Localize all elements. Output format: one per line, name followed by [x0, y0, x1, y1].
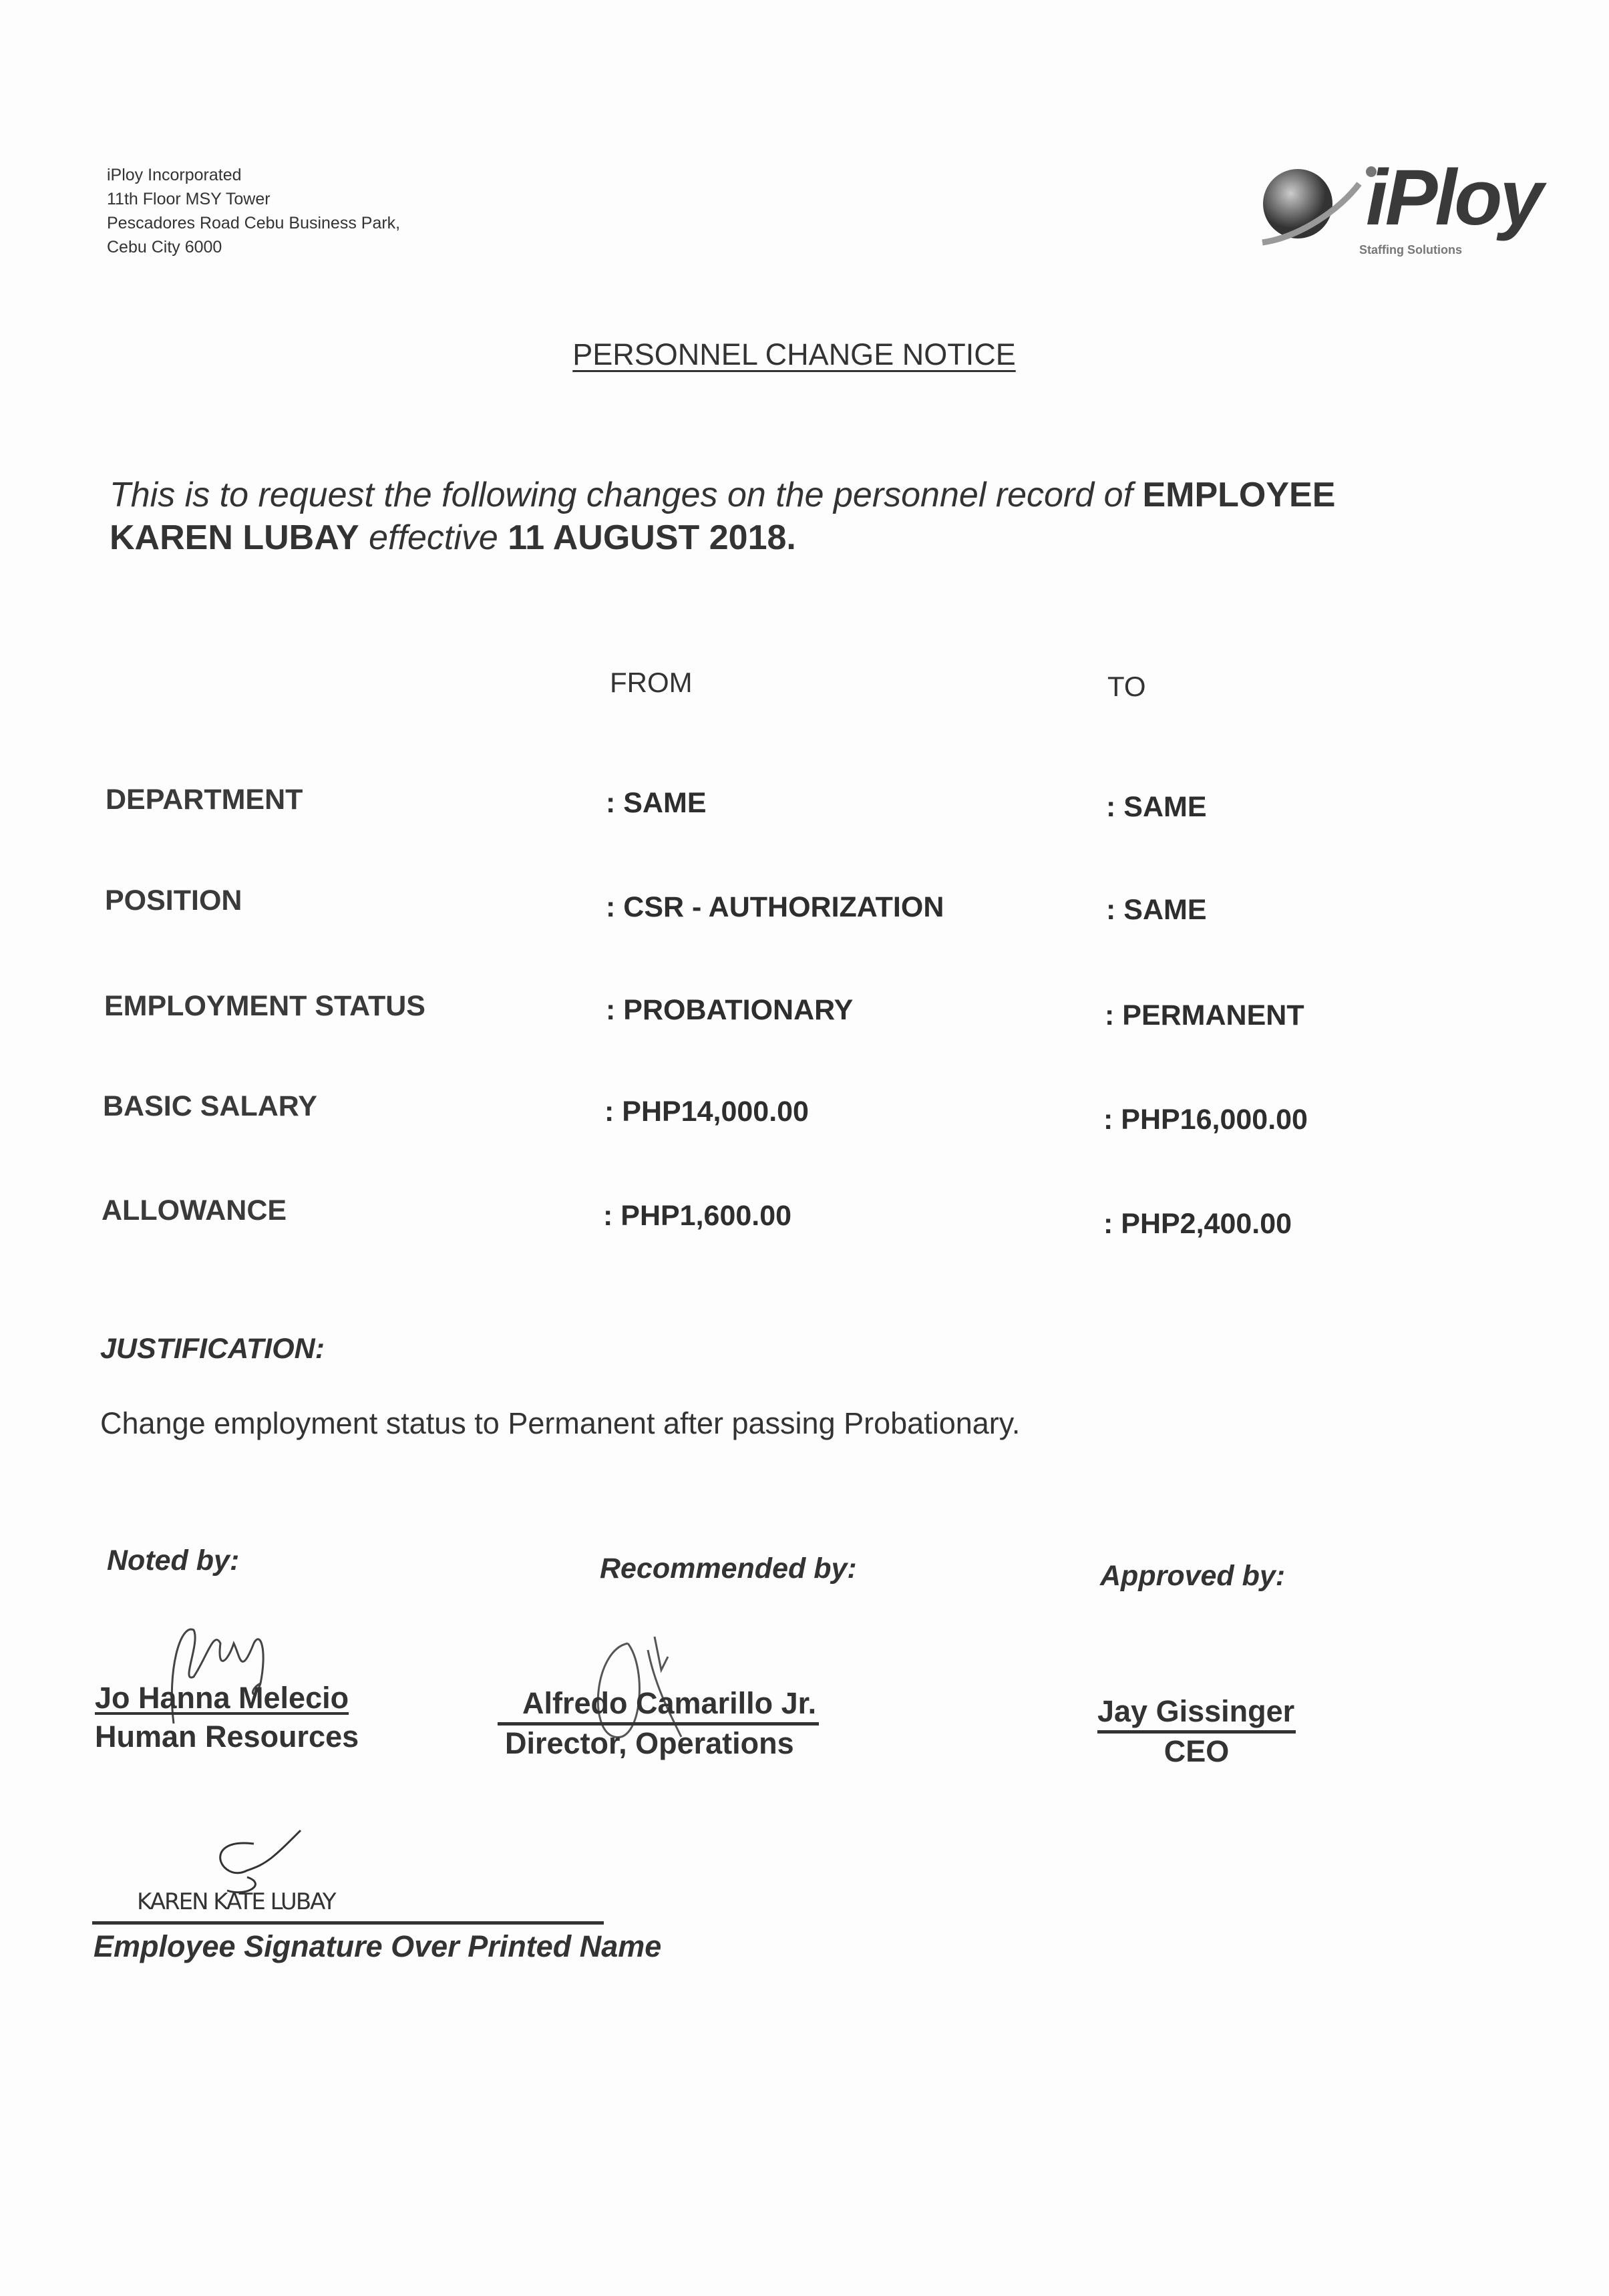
signature-employee [134, 1817, 414, 1917]
address-line: Pescadores Road Cebu Business Park, [107, 214, 401, 232]
address-line: 11th Floor MSY Tower [107, 190, 271, 208]
row-label-employment-status: EMPLOYMENT STATUS [104, 990, 425, 1022]
row-from-allowance: : PHP1,600.00 [603, 1200, 792, 1232]
row-to-employment-status: : PERMANENT [1105, 999, 1304, 1031]
approved-by-role: CEO [1164, 1734, 1230, 1768]
row-to-position: : SAME [1106, 894, 1207, 926]
from-header: FROM [610, 667, 693, 698]
intro-line-2 [110, 518, 796, 557]
row-from-position: : CSR - AUTHORIZATION [606, 891, 944, 923]
noted-by-role: Human Resources [95, 1719, 359, 1754]
company-logo [1259, 154, 1541, 264]
row-to-allowance: : PHP2,400.00 [1103, 1208, 1292, 1240]
row-from-employment-status: : PROBATIONARY [606, 994, 854, 1026]
justification-text: Change employment status to Permanent after passing Probationary. [100, 1406, 1021, 1440]
employee-name: KAREN LUBAY [110, 518, 359, 557]
employee-signature-caption: Employee Signature Over Printed Name [94, 1929, 662, 1963]
logo-text: iPloy [1366, 154, 1541, 242]
logo-tagline: Staffing Solutions [1359, 243, 1462, 257]
employee-word: EMPLOYEE [1142, 476, 1336, 514]
row-to-basic-salary: : PHP16,000.00 [1103, 1104, 1308, 1136]
address-line: iPloy Incorporated [107, 166, 242, 184]
recommended-by-caption: Recommended by: [600, 1552, 857, 1585]
approved-by-caption: Approved by: [1100, 1560, 1286, 1592]
address-line: Cebu City 6000 [107, 238, 222, 257]
to-header: TO [1107, 671, 1146, 702]
company-address [107, 163, 400, 259]
row-label-position: POSITION [105, 884, 242, 917]
justification-heading: JUSTIFICATION: [100, 1333, 325, 1365]
noted-by-name: Jo Hanna Melecio [95, 1681, 349, 1715]
noted-by-caption: Noted by: [107, 1544, 240, 1577]
employee-signature-line [92, 1921, 604, 1925]
intro-line-1 [110, 476, 1335, 514]
row-label-allowance: ALLOWANCE [102, 1194, 287, 1226]
row-from-department: : SAME [606, 787, 707, 819]
recommended-by-name: Alfredo Camarillo Jr. [522, 1686, 817, 1720]
approved-signature-line [1097, 1730, 1296, 1734]
effective-date: 11 AUGUST 2018. [508, 518, 796, 557]
row-to-department: : SAME [1106, 791, 1207, 823]
effective-word: effective [359, 518, 508, 557]
row-from-basic-salary: : PHP14,000.00 [604, 1096, 809, 1128]
recommended-by-role: Director, Operations [505, 1726, 794, 1760]
employee-printed-name: KAREN KATE LUBAY [137, 1889, 335, 1915]
row-label-basic-salary: BASIC SALARY [103, 1090, 317, 1122]
recommended-signature-line [498, 1722, 819, 1726]
row-label-department: DEPARTMENT [106, 784, 303, 816]
page-title: PERSONNEL CHANGE NOTICE [572, 337, 1016, 371]
signature-melecio [154, 1617, 301, 1737]
approved-by-name: Jay Gissinger [1097, 1694, 1295, 1728]
intro-text: This is to request the following changes on the personnel record of [110, 476, 1143, 514]
